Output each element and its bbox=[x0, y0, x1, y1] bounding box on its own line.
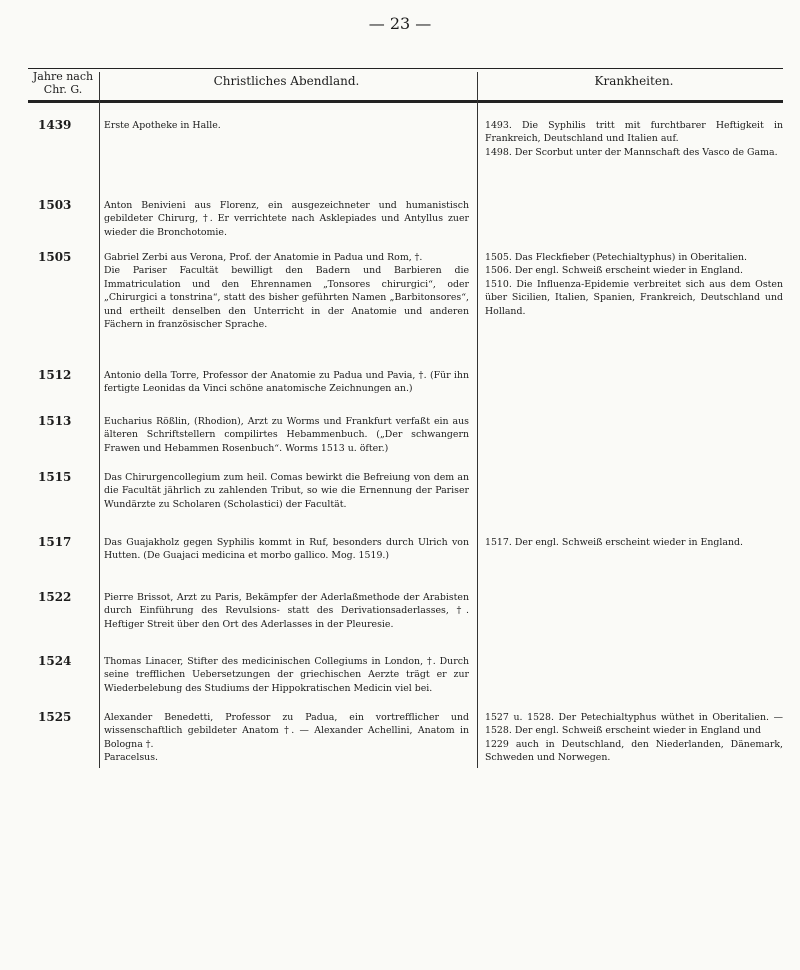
entry-1512: Antonio della Torre, Professor der Anatomie zu Padua und Pavia, †. (Für ihn fertigte Leonidas da Vinci schöne anatomische Zeichnungen an.) bbox=[104, 370, 469, 395]
header-christian-west: Christliches Abendland. bbox=[213, 74, 360, 88]
header-year-column: Jahre nach Chr. G. bbox=[32, 70, 94, 96]
disease-1493-1498: 1493. Die Syphilis tritt mit furchtbarer Heftigkeit in Frankreich, Deutschland und Italien auf. 1498. Der Scorbut unter der Mannschaft des Vasco de Gama. bbox=[485, 120, 783, 158]
header-bottom-rule bbox=[28, 100, 783, 103]
column-divider-1 bbox=[99, 72, 100, 768]
year-1525: 1525 bbox=[38, 710, 72, 724]
disease-1505-1510: 1505. Das Fleckfieber (Petechialtyphus) in Oberitalien. 1506. Der engl. Schweiß erscheint wieder in England. 1510. Die Influenza-Epidemie verbreitet sich aus dem Osten über Sicilien, Italien, Spanien, Frankreich, Deutschland und Holland. bbox=[485, 252, 783, 317]
header-diseases: Krankheiten. bbox=[594, 74, 674, 88]
entry-1515: Das Chirurgencollegium zum heil. Comas bewirkt die Befreiung von dem an die Facultät jährlich zu zahlenden Tribut, so wie die Ernennung der Pariser Wundärzte zu Scholaren (Scholastici) der Facultät. bbox=[104, 472, 469, 510]
column-divider-2 bbox=[477, 72, 478, 768]
year-1513: 1513 bbox=[38, 414, 72, 428]
year-1515: 1515 bbox=[38, 470, 72, 484]
entry-1517: Das Guajakholz gegen Syphilis kommt in Ruf, besonders durch Ulrich von Hutten. (De Guajaci medicina et morbo gallico. Mog. 1519.) bbox=[104, 537, 469, 562]
year-1505: 1505 bbox=[38, 250, 72, 264]
entry-1525: Alexander Benedetti, Professor zu Padua, ein vortrefflicher und wissenschaftlich gebildeter Anatom †. — Alexander Achellini, Anatom in Bologna †. Paracelsus. bbox=[104, 712, 469, 764]
disease-1527-1529: 1527 u. 1528. Der Petechialtyphus wüthet in Oberitalien. — 1528. Der engl. Schweiß erscheint wieder in England und 1229 auch in Deutschland, den Niederlanden, Dänemark, Schweden und Norwegen. bbox=[485, 712, 783, 764]
year-1524: 1524 bbox=[38, 654, 72, 668]
entry-1503: Anton Benivieni aus Florenz, ein ausgezeichneter und humanistisch gebildeter Chirurg, †. Er verrichtete nach Asklepiades und Antyllus zuer wieder die Bronchotomie. bbox=[104, 200, 469, 238]
entry-1505: Gabriel Zerbi aus Verona, Prof. der Anatomie in Padua und Rom, †. Die Pariser Facultät bewilligt den Badern und Barbieren die Immatriculation und den Ehrennamen „Tonsores chirurgici“, oder „Chirurgici a tonstrina“, statt des bisher geführten Namen „Barbitonsores“, und ertheilt denselben den Unterricht in der Anatomie und anderen Fächern in französischer Sprache. bbox=[104, 252, 469, 331]
entry-1522: Pierre Brissot, Arzt zu Paris, Bekämpfer der Aderlaßmethode der Arabisten durch Einführung des Revulsions- statt des Derivationsaderlasses, †. Heftiger Streit über den Ort des Aderlasses in der Pleuresie. bbox=[104, 592, 469, 630]
year-1517: 1517 bbox=[38, 535, 72, 549]
disease-1517: 1517. Der engl. Schweiß erscheint wieder in England. bbox=[485, 537, 743, 548]
year-1439: 1439 bbox=[38, 118, 72, 132]
year-1512: 1512 bbox=[38, 368, 72, 382]
page-number: — 23 — bbox=[368, 14, 432, 33]
entry-1439: Erste Apotheke in Halle. bbox=[104, 120, 221, 131]
entry-1513: Eucharius Rößlin, (Rhodion), Arzt zu Worms und Frankfurt verfaßt ein aus älteren Schriftstellern compilirtes Hebammenbuch. („Der schwangern Frawen und Hebammen Rosenbuch“. Worms 1513 u. öfter.) bbox=[104, 416, 469, 454]
year-1503: 1503 bbox=[38, 198, 72, 212]
entry-1524: Thomas Linacer, Stifter des medicinischen Collegiums in London, †. Durch seine trefflichen Uebersetzungen der griechischen Aerzte trägt er zur Wiederbelebung des Studiums der Hippokratischen Medicin viel bei. bbox=[104, 656, 469, 694]
year-1522: 1522 bbox=[38, 590, 72, 604]
header-top-rule bbox=[28, 68, 783, 69]
